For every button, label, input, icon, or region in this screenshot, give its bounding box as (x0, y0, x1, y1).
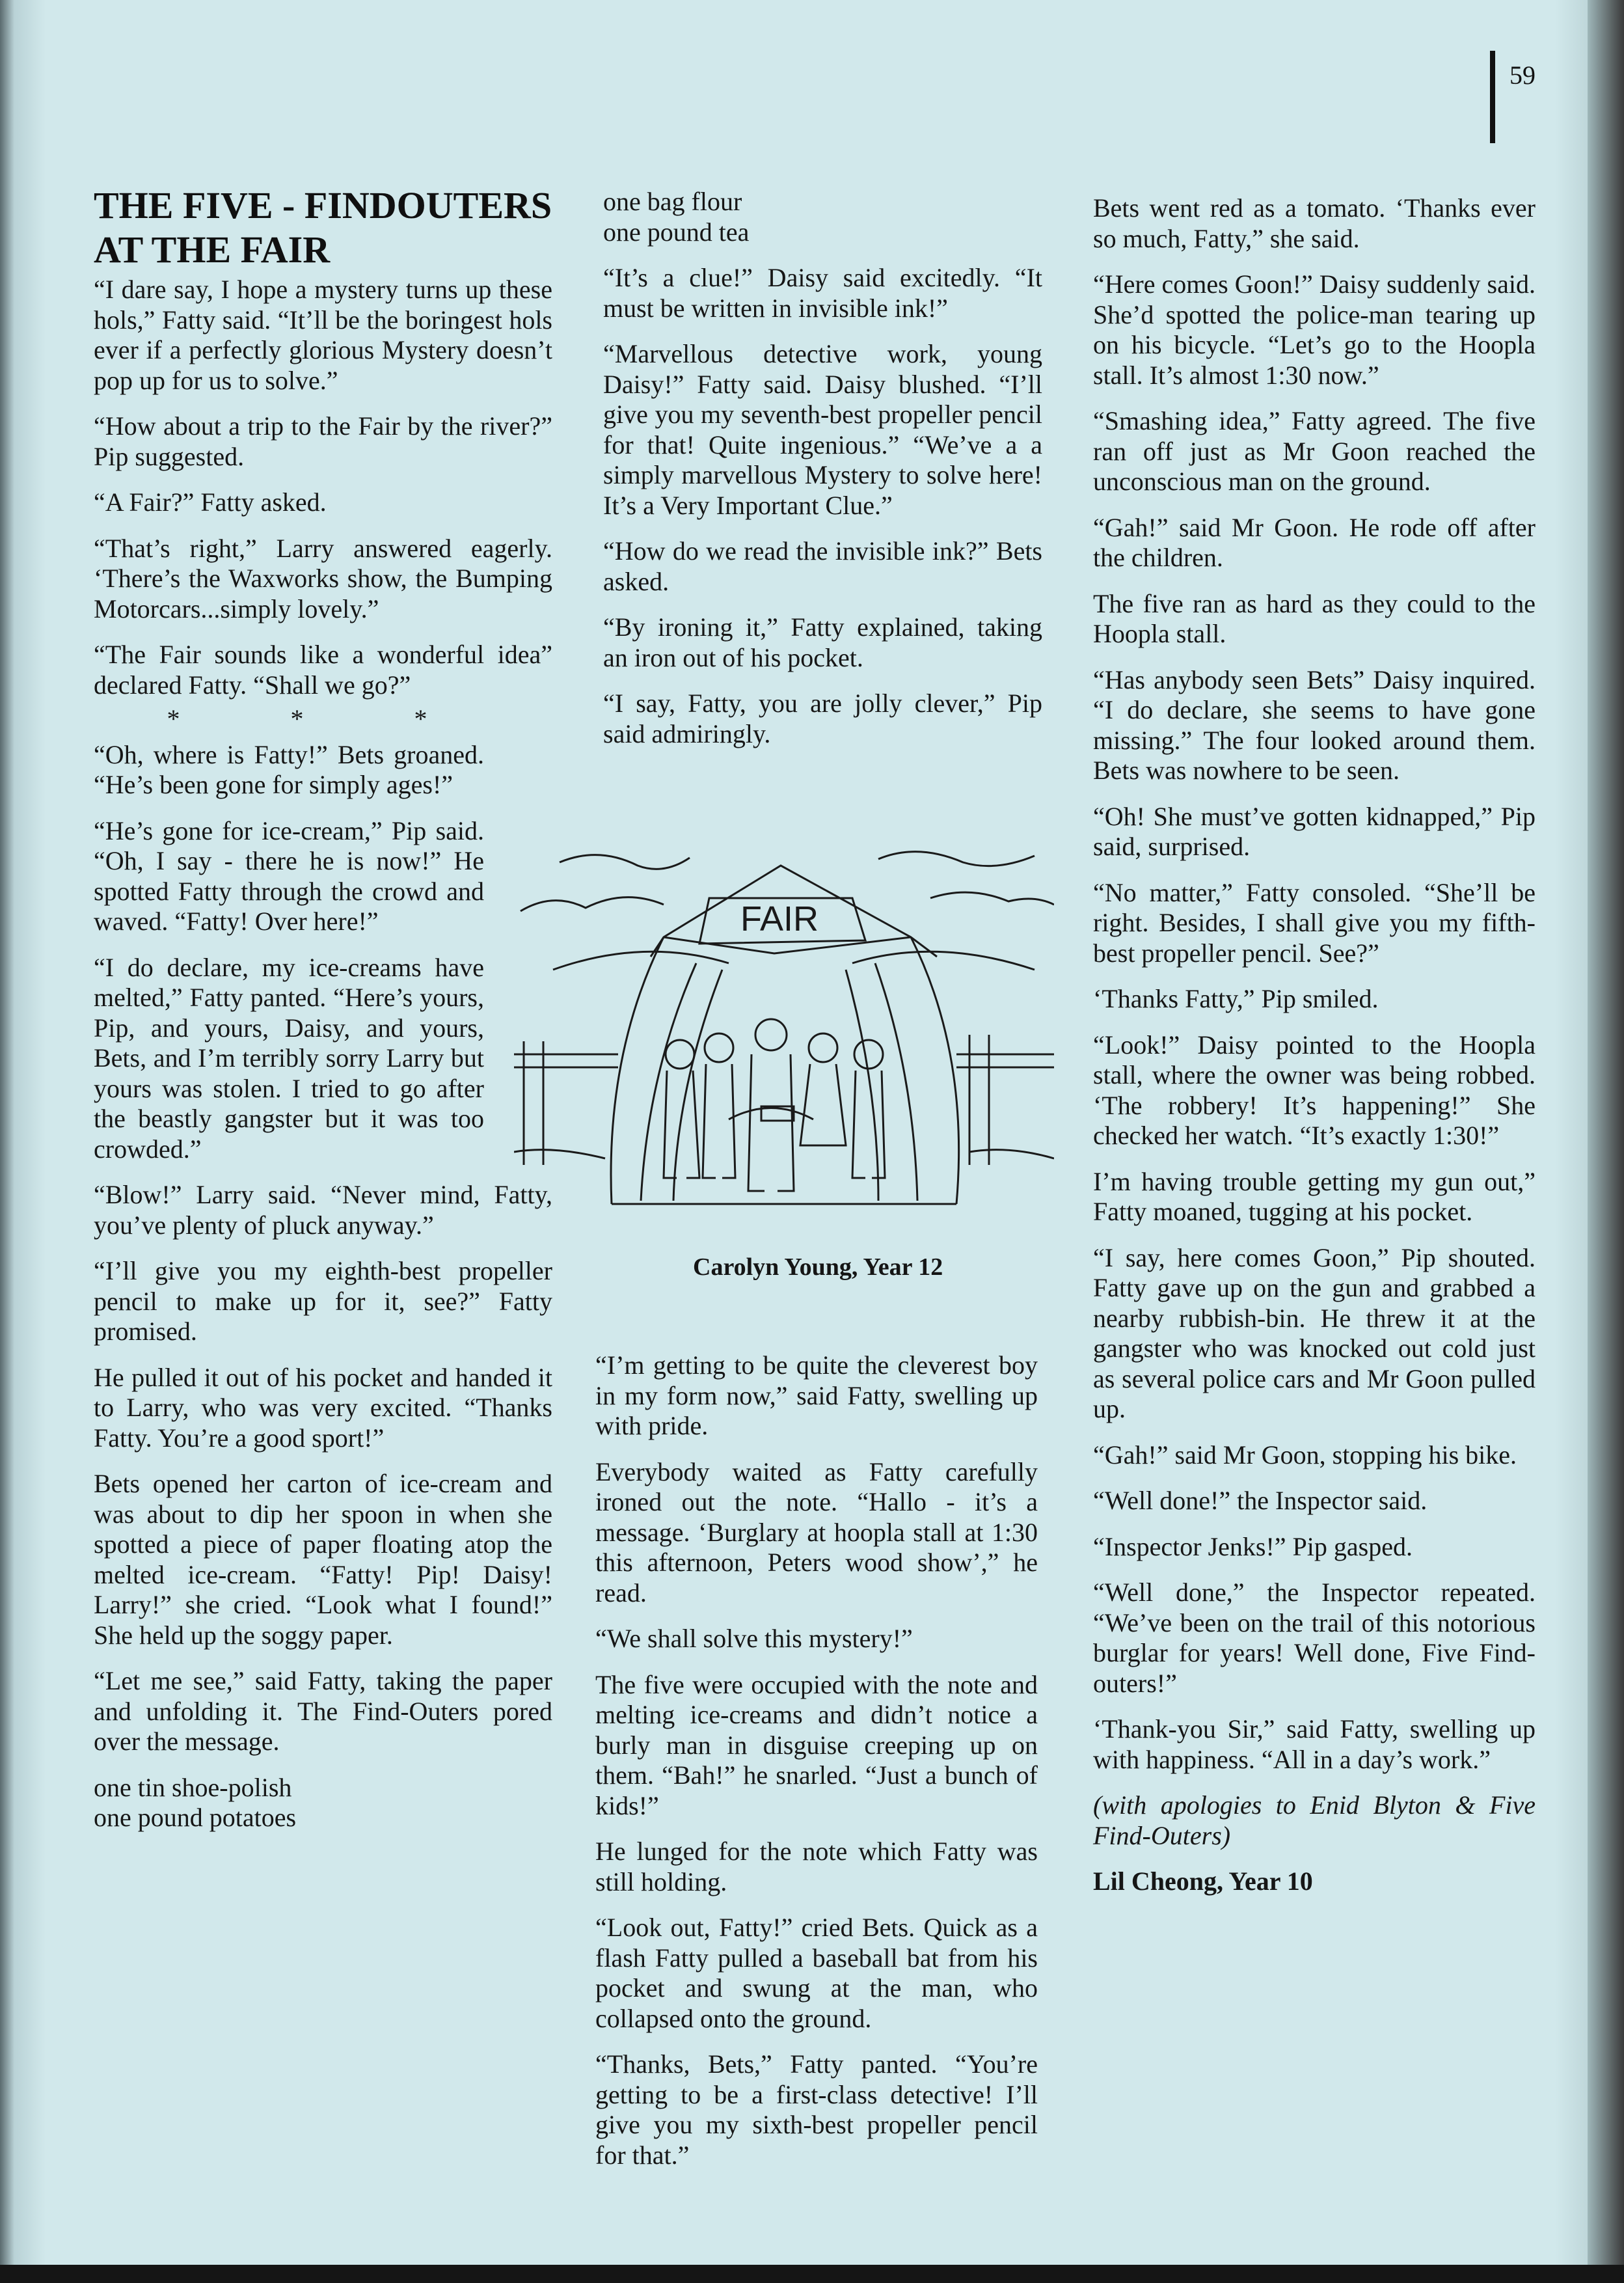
paragraph: “How do we read the invisible ink?” Bets asked. (603, 536, 1042, 596)
column-1 (94, 184, 552, 1833)
paragraph: Everybody waited as Fatty carefully ironed out the note. “Hallo - it’s a message. ‘Burglary at hoopla stall at 1:30 this afternoon, Peters wood show’,” he read. (595, 1456, 1038, 1607)
paragraph: “Let me see,” said Fatty, taking the paper and unfolding it. The Find-Outers pored over the message. (94, 1666, 552, 1756)
column-2-bottom (595, 1350, 1038, 2186)
list-item: one pound tea (603, 217, 750, 247)
paragraph: ‘Thank-you Sir,” said Fatty, swelling up with happiness. “All in a day’s work.” (1093, 1714, 1536, 1774)
paragraph: “Smashing idea,” Fatty agreed. The five ran off just as Mr Goon reached the unconscious man on the ground. (1093, 406, 1536, 496)
paragraph: “Well done,” the Inspector repeated. “We’ve been on the trail of this notorious burglar for years! Well done, Five Find-outers!” (1093, 1578, 1536, 1698)
scan-border (0, 2265, 1624, 2283)
author-credit: Lil Cheong, Year 10 (1093, 1866, 1313, 1896)
page-number: 59 (1509, 61, 1536, 90)
paragraph: “Look out, Fatty!” cried Bets. Quick as a flash Fatty pulled a baseball bat from his pocket and swung at the man, who collapsed onto the ground. (595, 1913, 1038, 2033)
paragraph: Bets opened her carton of ice-cream and was about to dip her spoon in when she spotted a piece of paper floating atop the melted ice-cream. “Fatty! Pip! Daisy! Larry!” she cried. “Look what I found!” She held up the soggy paper. (94, 1469, 552, 1650)
paragraph: He lunged for the note which Fatty was still holding. (595, 1837, 1038, 1896)
illustration-caption: Carolyn Young, Year 12 (693, 1253, 943, 1281)
paragraph: “Oh, where is Fatty!” Bets groaned. “He’s been gone for simply ages!” (94, 739, 484, 799)
paragraph: “That’s right,” Larry answered eagerly. ‘There’s the Waxworks show, the Bumping Motorcars...simply lovely.” (94, 533, 552, 623)
paragraph: “I dare say, I hope a mystery turns up these hols,” Fatty said. “It’ll be the boringest hols ever if a perfectly glorious Mystery doesn’t pop up for us to solve.” (94, 275, 552, 395)
paragraph: “I say, Fatty, you are jolly clever,” Pip said admiringly. (603, 689, 1042, 748)
page-edge-shadow (1588, 0, 1624, 2283)
list-item: one pound potatoes (94, 1803, 297, 1832)
paragraph: “Well done!” the Inspector said. (1093, 1486, 1428, 1515)
apology-note: (with apologies to Enid Blyton & Five Find-Outers) (1093, 1790, 1536, 1850)
paragraph: “Thanks, Bets,” Fatty panted. “You’re getting to be a first-class detective! I’ll give you my sixth-best propeller pencil for that.” (595, 2049, 1038, 2170)
paragraph: “We shall solve this mystery!” (595, 1624, 913, 1653)
paragraph: “Gah!” said Mr Goon. He rode off after the children. (1093, 512, 1536, 572)
paragraph: He pulled it out of his pocket and handed it to Larry, who was very excited. “Thanks Fatty. You’re a good sport!” (94, 1362, 552, 1453)
column-2-top (603, 187, 1042, 765)
fair-sign-text: FAIR (740, 899, 819, 938)
paragraph: “By ironing it,” Fatty explained, taking an iron out of his pocket. (603, 612, 1042, 672)
column-3 (1093, 193, 1536, 1913)
paragraph: ‘Thanks Fatty,” Pip smiled. (1093, 984, 1379, 1013)
paragraph: “Look!” Daisy pointed to the Hoopla stall, where the owner was being robbed. ‘The robbery! It’s happening!” She checked her watch. “It’s exactly 1:30!” (1093, 1030, 1536, 1150)
paragraph: “Blow!” Larry said. “Never mind, Fatty, you’ve plenty of pluck anyway.” (94, 1180, 552, 1240)
paragraph: The five ran as hard as they could to the Hoopla stall. (1093, 588, 1536, 648)
paragraph: “The Fair sounds like a wonderful idea” declared Fatty. “Shall we go?” (94, 640, 552, 700)
paragraph: “Has anybody seen Bets” Daisy inquired. “I do declare, she seems to have gone missing.” The four looked around them. Bets was nowhere to be seen. (1093, 664, 1536, 785)
paragraph: I’m having trouble getting my gun out,” Fatty moaned, tugging at his pocket. (1093, 1166, 1536, 1226)
paragraph: “Here comes Goon!” Daisy suddenly said. She’d spotted the police-man tearing up on his bicycle. “Let’s go to the Hoopla stall. It’s almost 1:30 now.” (1093, 269, 1536, 390)
paragraph: “How about a trip to the Fair by the river?” Pip suggested. (94, 411, 552, 471)
paragraph: “I’ll give you my eighth-best propeller pencil to make up for it, see?” Fatty promised. (94, 1256, 552, 1346)
fair-tent-illustration (514, 840, 1054, 1269)
paragraph: “Inspector Jenks!” Pip gasped. (1093, 1531, 1413, 1561)
paragraph: Bets went red as a tomato. ‘Thanks ever so much, Fatty,” she said. (1093, 193, 1536, 253)
list-item: one tin shoe-polish (94, 1772, 292, 1802)
paragraph: “No matter,” Fatty consoled. “She’ll be right. Besides, I shall give you my fifth-best propeller pencil. See?” (1093, 877, 1536, 968)
list-item: one bag flour (603, 187, 742, 216)
paragraph: “He’s gone for ice-cream,” Pip said. “Oh, I say - there he is now!” He spotted Fatty through the crowd and waved. “Fatty! Over here!” (94, 815, 484, 936)
paragraph: “I say, here comes Goon,” Pip shouted. Fatty gave up on the gun and grabbed a nearby rubbish-bin. He threw it at the gangster who was knocked out cold just as several police cars and Mr Goon pulled up. (1093, 1242, 1536, 1423)
paragraph: “I’m getting to be quite the cleverest boy in my form now,” said Fatty, swelling up with pride. (595, 1350, 1038, 1440)
paragraph: “Gah!” said Mr Goon, stopping his bike. (1093, 1440, 1517, 1470)
paragraph: “It’s a clue!” Daisy said excitedly. “It must be written in invisible ink!” (603, 263, 1042, 323)
paragraph: “Oh! She must’ve gotten kidnapped,” Pip said, surprised. (1093, 801, 1536, 861)
paragraph: “A Fair?” Fatty asked. (94, 487, 327, 517)
paragraph: “I do declare, my ice-creams have melted,” Fatty panted. “Here’s yours, Pip, and yours, Daisy, and yours, Bets, and I’m terribly sorry Larry but yours was stolen. I tried to go after the beastly gangster but it was too crowded.” (94, 952, 484, 1164)
section-break-stars: * * * (167, 704, 480, 733)
paragraph: The five were occupied with the note and melting ice-creams and didn’t notice a burly man in disguise creeping up on them. “Bah!” he snarled. “Just a bunch of kids!” (595, 1669, 1038, 1820)
page-number-rule (1490, 51, 1495, 143)
paragraph: “Marvellous detective work, young Daisy!” Fatty said. Daisy blushed. “I’ll give you my seventh-best propeller pencil for that! Quite ingenious.” “We’ve a a simply marvellous Mystery to solve here! It’s a Very Important Clue.” (603, 339, 1042, 520)
article-title: THE FIVE - FINDOUTERS AT THE FAIR (94, 184, 552, 271)
